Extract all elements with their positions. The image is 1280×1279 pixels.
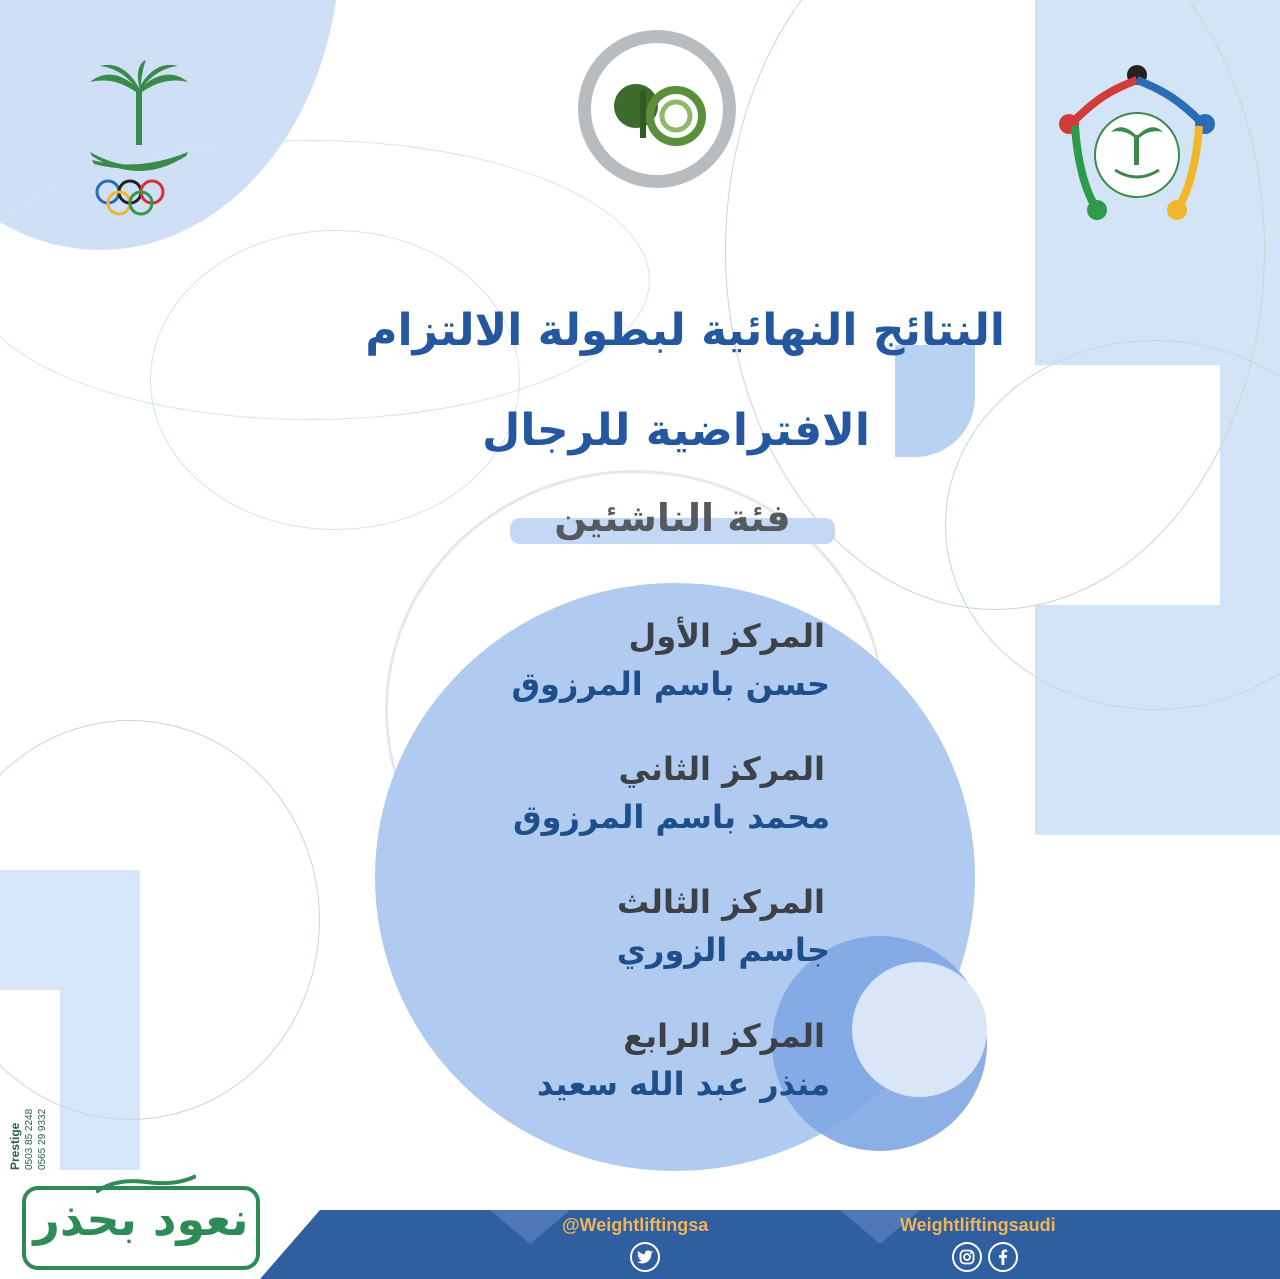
place-name-2: محمد باسم المرزوق <box>513 798 830 836</box>
saudi-sports-federation-logo <box>1055 60 1220 225</box>
designer-credit <box>8 1040 48 1170</box>
designer-brand: Prestige <box>8 1122 22 1170</box>
instagram-icon[interactable] <box>952 1242 982 1272</box>
federation-logo <box>576 28 738 190</box>
background-ring <box>150 230 520 530</box>
place-name-3: جاسم الزوري <box>616 931 830 969</box>
place-label-2: المركز الثاني <box>618 750 825 788</box>
place-label-3: المركز الثالث <box>617 883 825 921</box>
designer-phone-2: 0565 29 9332 <box>37 1108 48 1170</box>
place-name-1: حسن باسم المرزوق <box>511 665 830 703</box>
saudi-olympic-logo <box>80 60 200 220</box>
facebook-icon[interactable] <box>988 1242 1018 1272</box>
twitter-handle[interactable]: @Weightliftingsa <box>562 1215 709 1235</box>
accent-circle-inner <box>852 962 987 1097</box>
place-name-4: منذر عبد الله سعيد <box>536 1065 830 1103</box>
facebook-instagram-handle[interactable]: Weightliftingsaudi <box>900 1215 1056 1235</box>
place-label-4: المركز الرابع <box>623 1017 825 1055</box>
designer-phone-1: 0503 85 2248 <box>24 1108 35 1170</box>
page-title-line-2: الافتراضية للرجال <box>482 405 870 456</box>
category-label: فئة الناشئين <box>554 496 791 540</box>
background-ring <box>0 720 320 1120</box>
twitter-icon[interactable] <box>630 1242 660 1272</box>
slogan-text: نعود بحذر <box>33 1192 249 1246</box>
page-title-line-1: النتائج النهائية لبطولة الالتزام <box>365 305 1005 356</box>
footer-band <box>260 1210 1280 1279</box>
place-label-1: المركز الأول <box>628 617 825 655</box>
